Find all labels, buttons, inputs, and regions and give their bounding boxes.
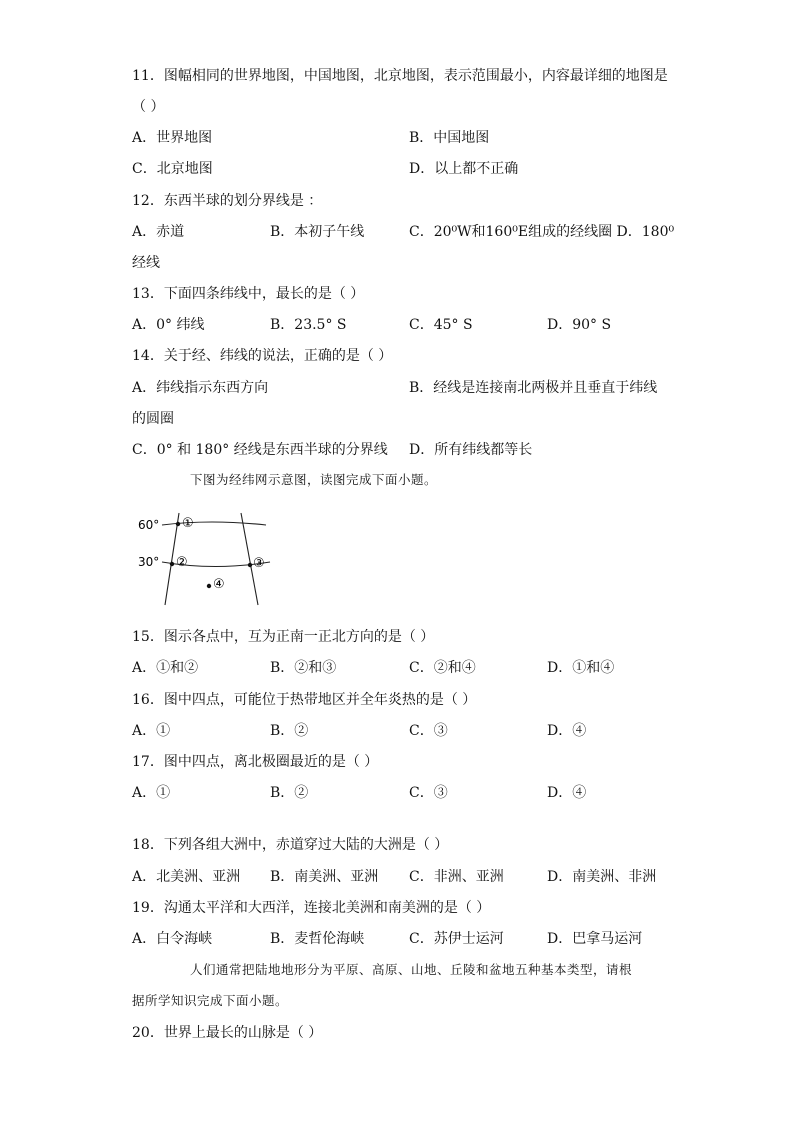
q18-option-b: B．南美洲、亚洲 — [270, 869, 379, 885]
q14-continuation: 的圆圈 — [132, 411, 174, 427]
question-15-text: 15．图示各点中，互为正南一正北方向的是（ ） — [132, 629, 435, 645]
q15-option-d: D．①和④ — [547, 660, 615, 676]
q17-option-d: D．④ — [547, 785, 587, 801]
question-11-blank: （ ） — [132, 99, 165, 115]
q13-option-b: B．23.5° S — [270, 317, 347, 333]
q19-option-c: C．苏伊士运河 — [409, 931, 504, 947]
q13-option-c: C．45° S — [409, 317, 473, 333]
q15-option-c: C．②和④ — [409, 660, 476, 676]
q12-option-a: A．赤道 — [132, 224, 185, 240]
question-17-text: 17．图中四点，离北极圈最近的是（ ） — [132, 754, 379, 770]
label-60-degree: 60° — [138, 518, 160, 532]
q11-option-a: A．世界地图 — [132, 130, 213, 146]
q19-option-a: A．白令海峡 — [132, 931, 213, 947]
label-point-1: ① — [182, 516, 194, 531]
q11-option-c: C．北京地图 — [132, 161, 213, 177]
q18-option-c: C．非洲、亚洲 — [409, 869, 504, 885]
q11-option-d: D．以上都不正确 — [409, 161, 519, 177]
passage-figure-intro: 下图为经纬网示意图，读图完成下面小题。 — [190, 472, 438, 487]
q12-option-b: B．本初子午线 — [270, 224, 365, 240]
q17-option-b: B．② — [270, 785, 309, 801]
passage-landform-line2: 据所学知识完成下面小题。 — [132, 993, 289, 1008]
q16-option-d: D．④ — [547, 723, 587, 739]
label-30-degree: 30° — [138, 555, 160, 569]
q17-option-a: A．① — [132, 785, 171, 801]
question-12-text: 12．东西半球的划分界线是 ： — [132, 193, 323, 209]
question-20-text: 20．世界上最长的山脉是（ ） — [132, 1025, 323, 1041]
q19-option-d: D．巴拿马运河 — [547, 931, 643, 947]
q17-option-c: C．③ — [409, 785, 448, 801]
q18-option-d: D．南美洲、非洲 — [547, 869, 657, 885]
q13-option-d: D．90° S — [547, 317, 612, 333]
q15-option-a: A．①和② — [132, 660, 199, 676]
q16-option-a: A．① — [132, 723, 171, 739]
q15-option-b: B．②和③ — [270, 660, 337, 676]
question-16-text: 16．图中四点，可能位于热带地区并全年炎热的是（ ） — [132, 692, 477, 708]
q14-option-d: D．所有纬线都等长 — [409, 442, 533, 458]
question-14-text: 14．关于经、纬线的说法，正确的是（ ） — [132, 348, 393, 364]
label-point-4: ④ — [213, 577, 225, 592]
q11-option-b: B．中国地图 — [409, 130, 490, 146]
point-3-marker — [248, 563, 252, 567]
q14-option-a: A．纬线指示东西方向 — [132, 380, 269, 396]
q19-option-b: B．麦哲伦海峡 — [270, 931, 365, 947]
point-2-marker — [170, 562, 174, 566]
point-4-marker — [207, 584, 211, 588]
q14-option-b: B．经线是连接南北两极并且垂直于纬线 — [409, 380, 658, 396]
passage-landform-line1: 人们通常把陆地地形分为平原、高原、山地、丘陵和盆地五种基本类型，请根 — [190, 962, 633, 977]
label-point-3: ③ — [253, 556, 265, 571]
q12-option-cd: C．20⁰W和160⁰E组成的经线圈 D．180⁰ — [409, 224, 675, 240]
q16-option-b: B．② — [270, 723, 309, 739]
graticule-figure — [130, 505, 280, 610]
label-point-2: ② — [176, 555, 188, 570]
q16-option-c: C．③ — [409, 723, 448, 739]
q18-option-a: A．北美洲、亚洲 — [132, 869, 241, 885]
question-18-text: 18．下列各组大洲中，赤道穿过大陆的大洲是（ ） — [132, 837, 449, 853]
question-19-text: 19．沟通太平洋和大西洋，连接北美洲和南美洲的是（ ） — [132, 900, 491, 916]
point-1-marker — [176, 522, 180, 526]
q13-option-a: A．0° 纬线 — [132, 317, 205, 333]
q14-option-c: C．0° 和 180° 经线是东西半球的分界线 — [132, 442, 388, 458]
question-11-text: 11．图幅相同的世界地图，中国地图，北京地图，表示范围最小，内容最详细的地图是 — [132, 68, 668, 84]
q12-continuation: 经线 — [132, 255, 160, 271]
question-13-text: 13．下面四条纬线中，最长的是（ ） — [132, 286, 365, 302]
